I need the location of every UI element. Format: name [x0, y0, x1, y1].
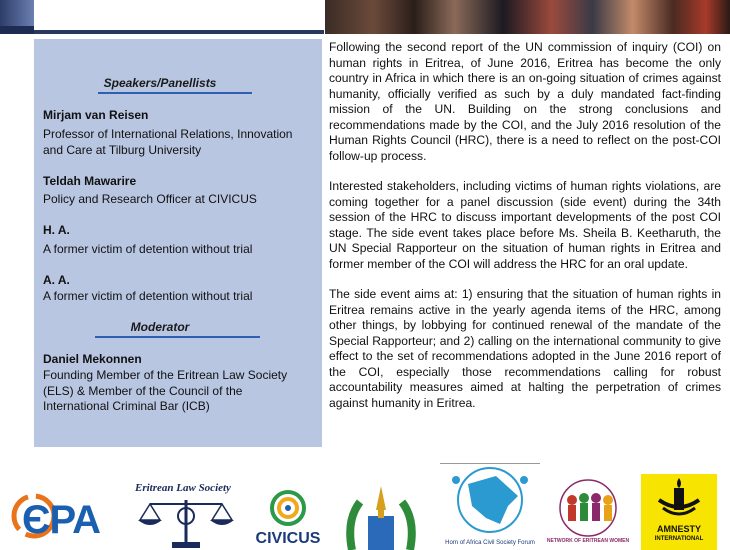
speaker-role: Policy and Research Officer at CIVICUS	[43, 192, 257, 206]
banner-photo-crowd	[325, 0, 730, 34]
description-paragraph: Following the second report of the UN commission of inquiry (COI) on human rights in Eritrea, of June 2016, Eritrea has become the only country in Africa in which there is an on-going situation of crimes against humanity, officially verified as such by a duly mandated fact-finding mission of the UN. Building on the strong conclusions and recommendations made by the COI, and the July 2016 resolution of the Human Rights Council (HRC), there is a need to reflect on the post-COI follow-up process.	[329, 40, 721, 163]
moderator-role: Founding Member of the Eritrean Law Society (ELS) & Member of the Council of the International Criminal Bar (ICB)	[43, 368, 288, 413]
epra-wordmark: ЄPA	[22, 498, 101, 542]
moderator-name: Daniel Mekonnen	[43, 352, 142, 366]
amnesty-wordmark: AMNESTY	[656, 524, 701, 534]
network-of-eritrean-women-logo	[546, 476, 630, 550]
speakers-heading: Speakers/Panellists	[103, 76, 217, 90]
candle-icon	[641, 474, 717, 524]
new-caption: NETWORK OF ERITREAN WOMEN	[546, 538, 630, 544]
banner-rule	[34, 30, 324, 34]
wreath-emblem-icon	[340, 480, 422, 550]
description-paragraph: Interested stakeholders, including victims of human rights violations, are coming together for a panel discussion (side event) during the 34th session of the HRC to discuss important developments of the post COI stage. The side event takes place before Ms. Sheila B. Keetharuth, the UN Special Rapporteur on the situation of human rights in Eritrea and former member of the COI will address the HRC for an oral update.	[329, 179, 721, 271]
top-banner	[0, 0, 730, 34]
speaker-role: Professor of International Relations, Innovation and Care at Tilburg University	[43, 127, 293, 157]
hoa-caption: Horn of Africa Civil Society Forum	[445, 540, 535, 546]
speakers-heading-rule	[98, 92, 252, 94]
horn-of-africa-map-icon	[438, 466, 542, 536]
els-wordmark: Eritrean Law Society	[135, 482, 231, 494]
scales-of-justice-icon	[132, 480, 240, 550]
speaker-name: Teldah Mawarire	[43, 174, 137, 188]
civicus-emblem	[248, 486, 328, 536]
women-figures-icon	[546, 476, 630, 540]
banner-left-strip	[0, 26, 34, 34]
moderator-heading: Moderator	[130, 320, 190, 334]
speaker-name: Mirjam van Reisen	[43, 108, 149, 122]
description-paragraph: The side event aims at: 1) ensuring that the situation of human rights in Eritrea remains active in the yearly agenda items of the HRC, among other things, by lobbying for continued renewal of the mandate of the Special Rapporteur; and 2) calling on the international community to give effect to the set of recommendations adopted in the June 2016 report of the COI, especially those recommendations calling for robust accountability measures aimed at halting the perpetration of crimes against humanity in Eritrea.	[329, 287, 721, 410]
speaker-role: A former victim of detention without trial	[43, 289, 253, 303]
speaker-role: A former victim of detention without trial	[43, 242, 253, 256]
logo-divider	[440, 463, 540, 464]
event-description	[329, 40, 721, 426]
eritrean-law-society-logo	[132, 480, 240, 550]
amnesty-wordmark-sub: INTERNATIONAL	[654, 536, 704, 542]
amnesty-international-logo	[641, 474, 717, 550]
civicus-wordmark: CIVICUS	[255, 530, 321, 547]
civicus-logo	[248, 486, 328, 550]
moderator-heading-rule	[95, 336, 260, 338]
speaker-name: A. A.	[43, 273, 70, 287]
wreath-emblem-logo	[340, 480, 422, 550]
partner-logos	[0, 460, 730, 550]
epra-logo	[10, 486, 125, 550]
horn-of-africa-forum-logo	[438, 466, 542, 550]
speaker-name: H. A.	[43, 223, 70, 237]
